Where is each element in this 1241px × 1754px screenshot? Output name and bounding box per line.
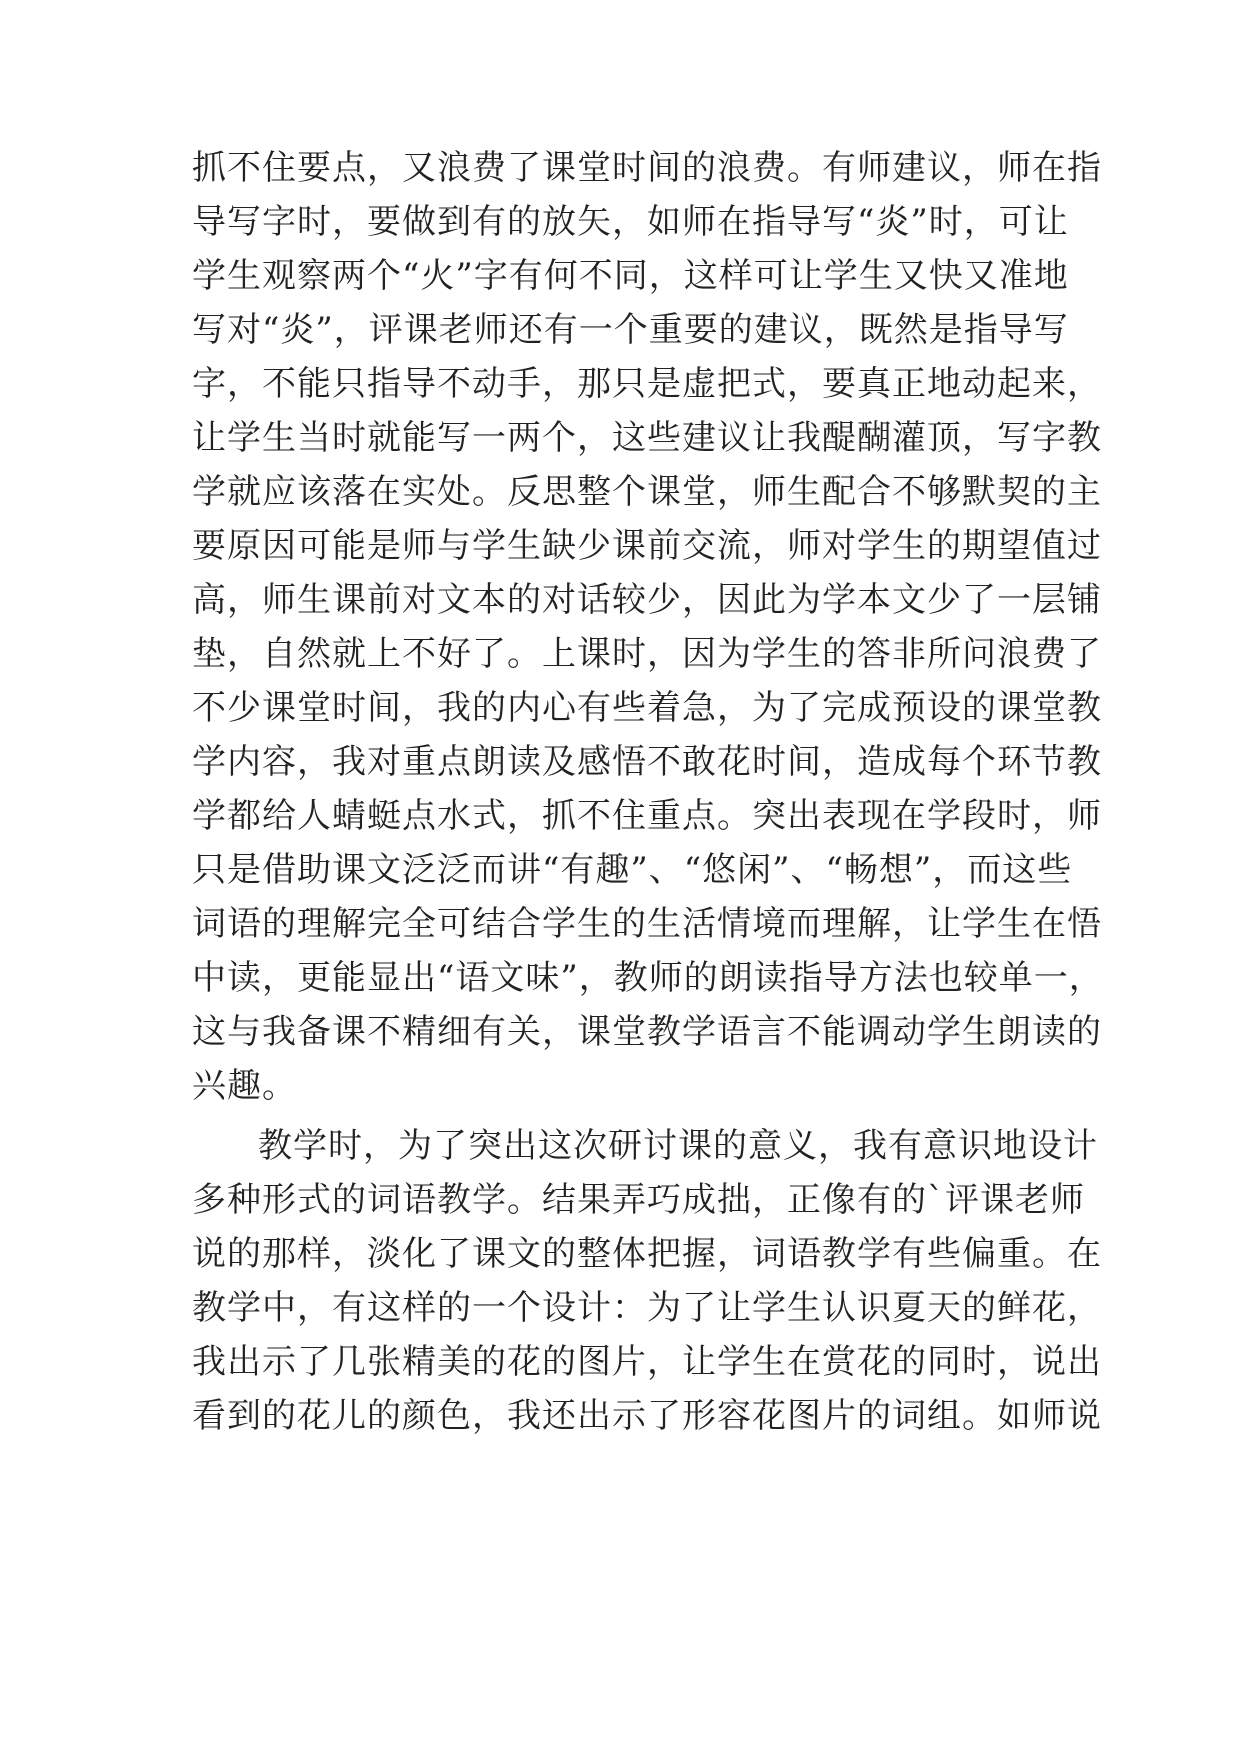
text-line: 学就应该落在实处。反思整个课堂，师生配合不够默契的主: [192, 472, 1102, 512]
text-line: 词语的理解完全可结合学生的生活情境而理解，让学生在悟: [192, 904, 1102, 944]
text-line: 让学生当时就能写一两个，这些建议让我醍醐灌顶，写字教: [192, 418, 1102, 458]
text-line: 写对“炎”，评课老师还有一个重要的建议，既然是指导写: [192, 310, 1069, 350]
text-line: 中读，更能显出“语文味”，教师的朗读指导方法也较单一，: [192, 958, 1104, 998]
text-line: 高，师生课前对文本的对话较少，因此为学本文少了一层铺: [192, 580, 1102, 620]
text-line: 字，不能只指导不动手，那只是虚把式，要真正地动起来，: [192, 364, 1102, 404]
text-line: 这与我备课不精细有关，课堂教学语言不能调动学生朗读的: [192, 1012, 1102, 1052]
text-line: 只是借助课文泛泛而讲“有趣”、“悠闲”、“畅想”，而这些: [192, 850, 1073, 890]
paragraph-first-line: 教学时，为了突出这次研讨课的意义，我有意识地设计: [258, 1126, 1098, 1166]
text-line: 导写字时，要做到有的放矢，如师在指导写“炎”时，可让: [192, 202, 1069, 242]
text-line: 不少课堂时间，我的内心有些着急，为了完成预设的课堂教: [192, 688, 1102, 728]
text-line: 说的那样，淡化了课文的整体把握，词语教学有些偏重。在: [192, 1234, 1102, 1274]
text-line: 我出示了几张精美的花的图片，让学生在赏花的同时，说出: [192, 1342, 1102, 1382]
text-line: 兴趣。: [192, 1066, 297, 1106]
text-line: 看到的花儿的颜色，我还出示了形容花图片的词组。如师说: [192, 1396, 1102, 1436]
text-line: 垫，自然就上不好了。上课时，因为学生的答非所问浪费了: [192, 634, 1102, 674]
text-line: 学都给人蜻蜓点水式，抓不住重点。突出表现在学段时，师: [192, 796, 1102, 836]
text-line: 多种形式的词语教学。结果弄巧成拙，正像有的`评课老师: [192, 1180, 1085, 1220]
text-line: 要原因可能是师与学生缺少课前交流，师对学生的期望值过: [192, 526, 1102, 566]
text-line: 抓不住要点，又浪费了课堂时间的浪费。有师建议，师在指: [192, 148, 1102, 188]
text-line: 教学中，有这样的一个设计：为了让学生认识夏天的鲜花，: [192, 1288, 1102, 1328]
text-line: 学内容，我对重点朗读及感悟不敢花时间，造成每个环节教: [192, 742, 1102, 782]
text-line: 学生观察两个“火”字有何不同，这样可让学生又快又准地: [192, 256, 1069, 296]
